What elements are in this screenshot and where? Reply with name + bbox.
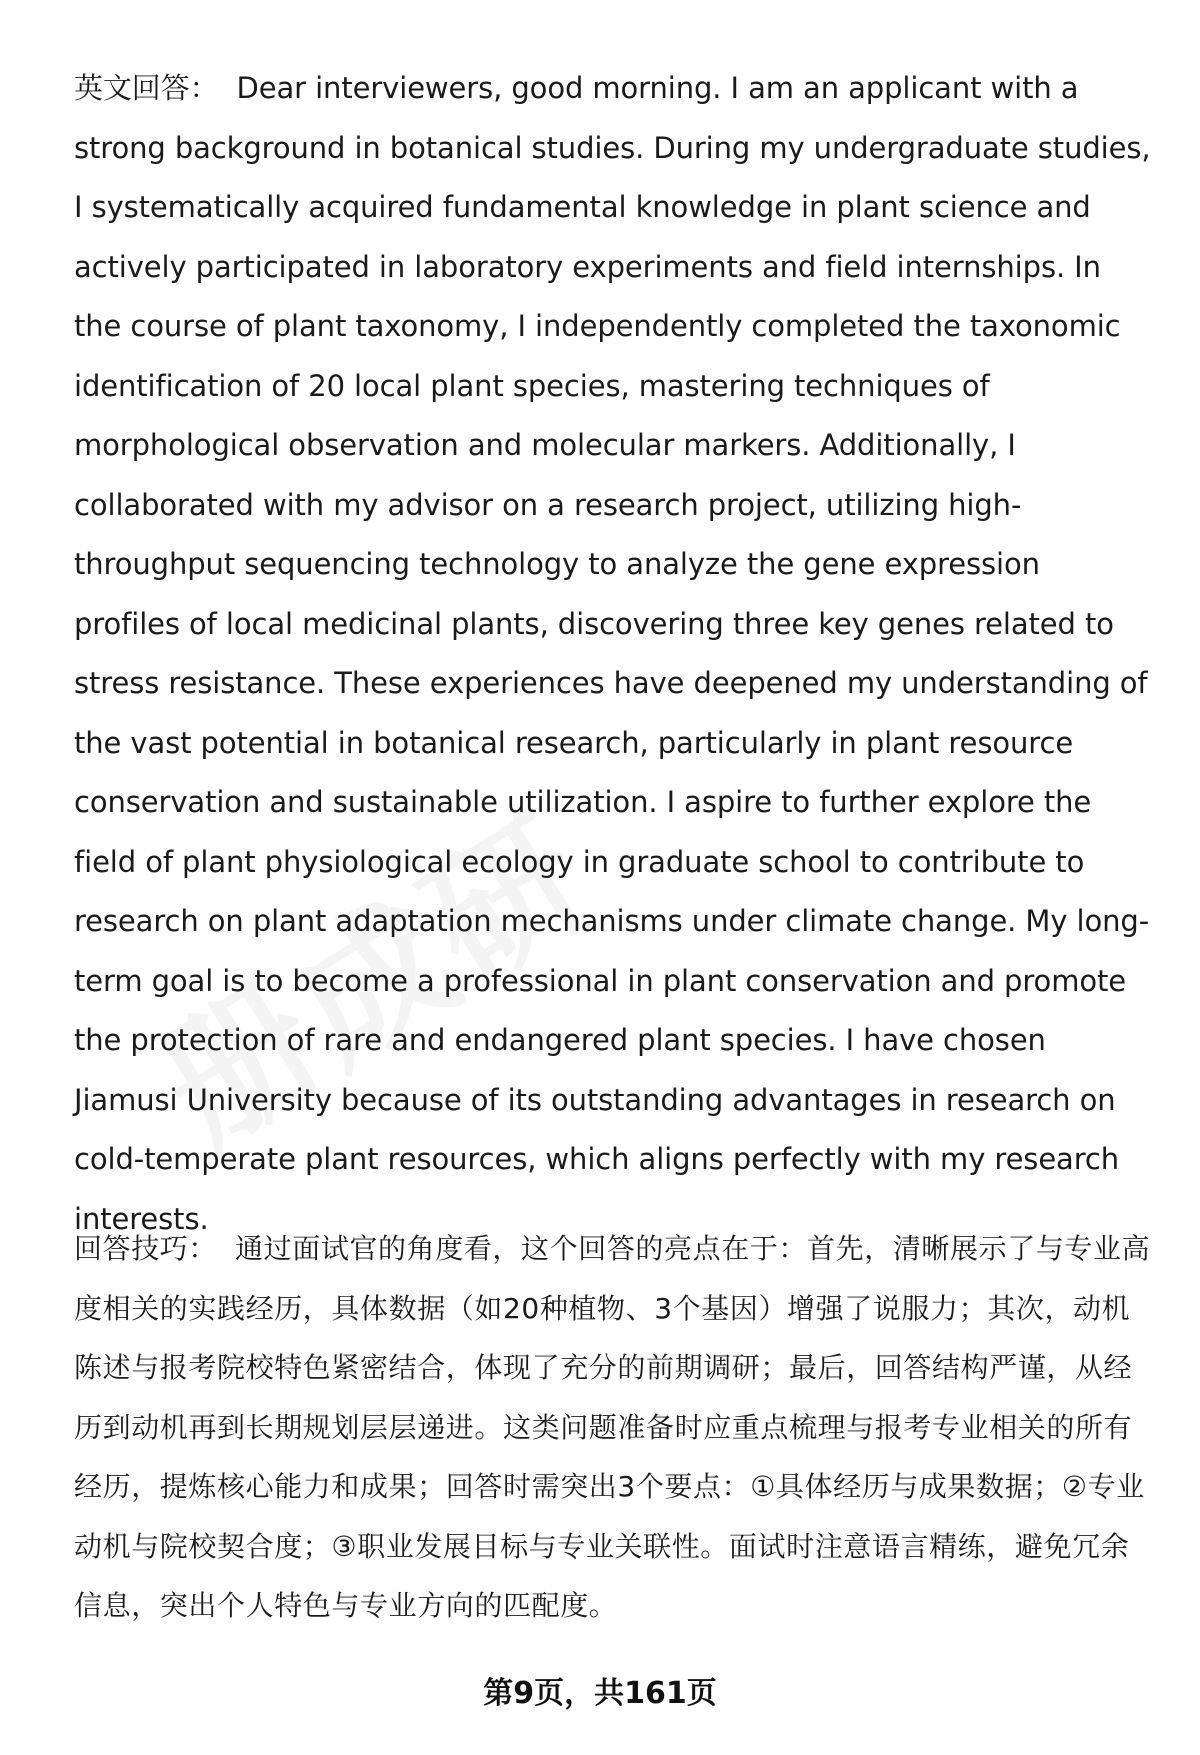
answer-tips-text: 通过面试官的角度看，这个回答的亮点在于：首先，清晰展示了与专业高度相关的实践经历，具体数据（如20种植物、3个基因）增强了说服力；其次，动机陈述与报考院校特色紧密结合，体现了充分的前期调研；最后，回答结构严谨，从经历到动机再到长期规划层层递进。这类问题准备时应重点梳理与报考专业相关的所有经历，提炼核心能力和成果；回答时需突出3个要点：①具体经历与成果数据；②专业动机与院校契合度；③职业发展目标与专业关联性。面试时注意语言精练，避免冗余信息，突出个人特色与专业方向的匹配度。 (74, 1232, 1151, 1622)
answer-tips-paragraph (74, 1219, 1154, 1636)
english-answer-label: 英文回答： (74, 71, 219, 105)
answer-tips-label: 回答技巧： (74, 1232, 218, 1265)
english-answer-text: Dear interviewers, good morning. I am an applicant with a strong background in botanical studies. During my undergraduate studies, I systematically acquired fundamental knowledge in plant science and actively participated in laboratory experiments and field internships. In the course of plant taxonomy, I independently completed the taxonomic identification of 20 local plant species, mastering techniques of morphological observation and molecular markers. Additionally, I collaborated with my advisor on a research project, utilizing high-throughput sequencing technology to analyze the gene expression profiles of local medicinal plants, discovering three key genes related to stress resistance. These experiences have deepened my understanding of the vast potential in botanical research, particularly in plant resource conservation and sustainable utilization. I aspire to further explore the field of plant physiological ecology in graduate school to contribute to research on plant adaptation mechanisms under climate change. My long-term goal is to become a professional in plant conservation and promote the protection of rare and endangered plant species. I have chosen Jiamusi University because of its outstanding advantages in research on cold-temperate plant resources, which aligns perfectly with my research interests. (74, 71, 1151, 1236)
english-answer-paragraph (74, 59, 1154, 1249)
page-number: 第9页，共161页 (483, 1676, 717, 1711)
